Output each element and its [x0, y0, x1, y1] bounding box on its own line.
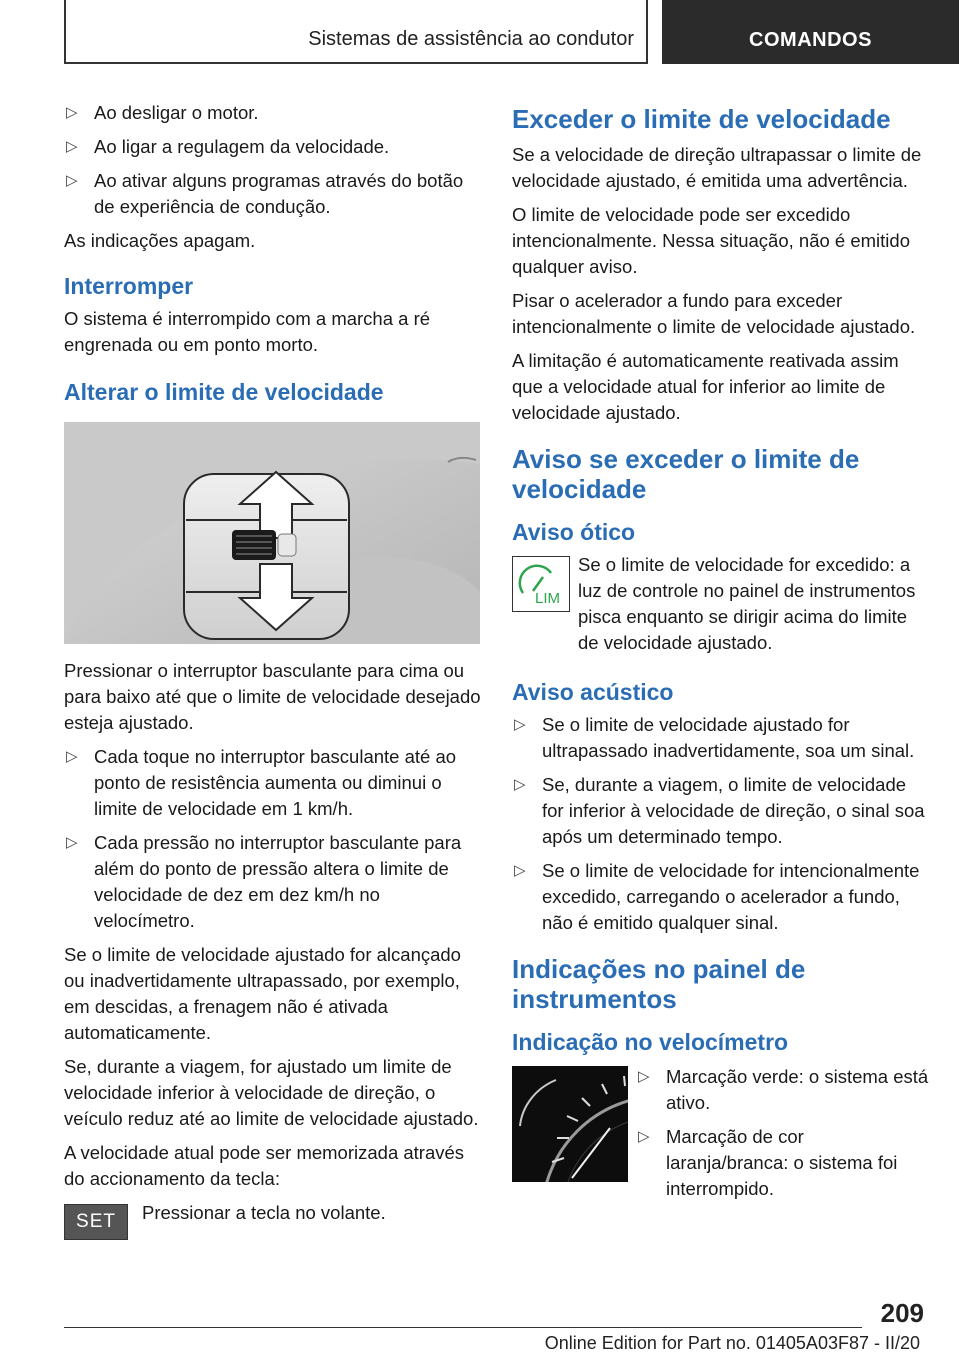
- paragraph-exceder-2: O limite de velocidade pode ser excedido intencionalmente. Nessa situação, não é emitido qualquer aviso.: [512, 204, 910, 277]
- heading-aviso: Aviso se exceder o limite de velocidade: [512, 444, 860, 504]
- heading-interromper: Interromper: [64, 273, 194, 299]
- triangle-bullet-icon: ▷: [66, 104, 78, 121]
- page-number: 209: [880, 1298, 924, 1328]
- triangle-bullet-icon: ▷: [66, 748, 78, 765]
- triangle-bullet-icon: ▷: [514, 776, 526, 793]
- heading-indicacoes-painel: Indicações no painel de instrumentos: [512, 954, 806, 1014]
- list-item: ▷ Ao ativar alguns programas através do botão de experiência de condução.: [66, 170, 464, 217]
- page-header: [64, 0, 959, 66]
- set-key-icon: SET: [64, 1204, 128, 1240]
- section-title-box: [64, 0, 648, 64]
- left-column: [64, 100, 482, 1240]
- lim-row: [512, 552, 930, 656]
- paragraph-durante: Se, durante a viagem, for ajustado um limite de velocidade inferior à velocidade de direção, o veículo reduz até ao limite de velocidade ajustado.: [64, 1056, 479, 1129]
- chapter-title: COMANDOS: [749, 29, 872, 51]
- triangle-bullet-icon: ▷: [66, 834, 78, 851]
- heading-alterar: Alterar o limite de velocidade: [64, 379, 384, 405]
- bullet-list-mid: [64, 744, 482, 934]
- paragraph-aviso-otico: Se o limite de velocidade for excedido: a luz de controle no painel de instrumentos pisca enquanto se dirigir acima do limite de velocidade ajustado.: [578, 554, 916, 653]
- list-item: ▷ Se o limite de velocidade for intencionalmente excedido, carregando o acelerador a fundo, não é emitido qualquer sinal.: [514, 860, 920, 933]
- steering-wheel-switch-image: [64, 422, 480, 644]
- speedometer-image: [512, 1066, 628, 1182]
- list-item: ▷ Cada pressão no interruptor basculante para além do ponto de pressão altera o limite de velocidade de dez em dez km/h no velocímetro.: [66, 832, 462, 931]
- speedometer-row: [512, 1064, 930, 1202]
- list-item: ▷ Cada toque no interruptor basculante até ao ponto de resistência aumenta ou diminui o limite de velocidade em 1 km/h.: [66, 746, 457, 819]
- paragraph-pressionar: Pressionar o interruptor basculante para cima ou para baixo até que o limite de velocidade desejado esteja ajustado.: [64, 660, 481, 733]
- list-item: ▷ Se, durante a viagem, o limite de velocidade for inferior à velocidade de direção, o sinal soa após um determinado tempo.: [514, 774, 925, 847]
- speed-limit-indicator-icon: [512, 556, 570, 612]
- list-item: ▷ Ao desligar o motor.: [64, 100, 482, 126]
- bullet-list-top: [64, 100, 482, 220]
- edition-text: Online Edition for Part no. 01405A03F87 - II/20: [544, 1333, 920, 1353]
- heading-exceder: Exceder o limite de velocidade: [512, 104, 891, 134]
- section-title: Sistemas de assistência ao condutor: [308, 28, 634, 50]
- set-key-text: Pressionar a tecla no volante.: [142, 1202, 386, 1223]
- set-key-row: [64, 1200, 482, 1240]
- paragraph-ajustado: Se o limite de velocidade ajustado for alcançado ou inadvertidamente ultrapassado, por exemplo, em descidas, a frenagem não é ativada automaticamente.: [64, 944, 461, 1043]
- list-item: ▷ Se o limite de velocidade ajustado for ultrapassado inadvertidamente, soa um sinal.: [514, 714, 915, 761]
- heading-aviso-acustico: Aviso acústico: [512, 679, 674, 705]
- paragraph-exceder-3: Pisar o acelerador a fundo para exceder intencionalmente o limite de velocidade ajustado.: [512, 290, 916, 337]
- triangle-bullet-icon: ▷: [638, 1128, 650, 1145]
- paragraph-memorizada: A velocidade atual pode ser memorizada através do accionamento da tecla:: [64, 1142, 465, 1189]
- paragraph-indicacoes: As indicações apagam.: [64, 230, 256, 251]
- triangle-bullet-icon: ▷: [66, 138, 78, 155]
- triangle-bullet-icon: ▷: [66, 172, 78, 189]
- list-item: ▷ Marcação de cor laranja/branca: o sistema foi interrompido.: [638, 1126, 898, 1199]
- paragraph-exceder-1: Se a velocidade de direção ultrapassar o limite de velocidade ajustado, é emitida uma advertência.: [512, 144, 922, 191]
- paragraph-exceder-4: A limitação é automaticamente reativada assim que a velocidade atual for inferior ao limite de velocidade ajustado.: [512, 350, 899, 423]
- list-item: ▷ Ao ligar a regulagem da velocidade.: [64, 134, 482, 160]
- chapter-tab: [662, 0, 959, 64]
- bullet-list-acustico: [512, 712, 930, 936]
- right-column: [512, 100, 930, 1210]
- paragraph-interromper: O sistema é interrompido com a marcha a ré engrenada ou em ponto morto.: [64, 308, 431, 355]
- heading-aviso-otico: Aviso ótico: [512, 519, 636, 545]
- triangle-bullet-icon: ▷: [638, 1068, 650, 1085]
- triangle-bullet-icon: ▷: [514, 862, 526, 879]
- footer-divider: [64, 1327, 862, 1328]
- svg-text:LIM: LIM: [535, 590, 561, 607]
- heading-velocimetro: Indicação no velocímetro: [512, 1029, 789, 1055]
- list-item: ▷ Marcação verde: o sistema está ativo.: [638, 1066, 929, 1113]
- bullet-list-velocimetro: [636, 1064, 930, 1202]
- triangle-bullet-icon: ▷: [514, 716, 526, 733]
